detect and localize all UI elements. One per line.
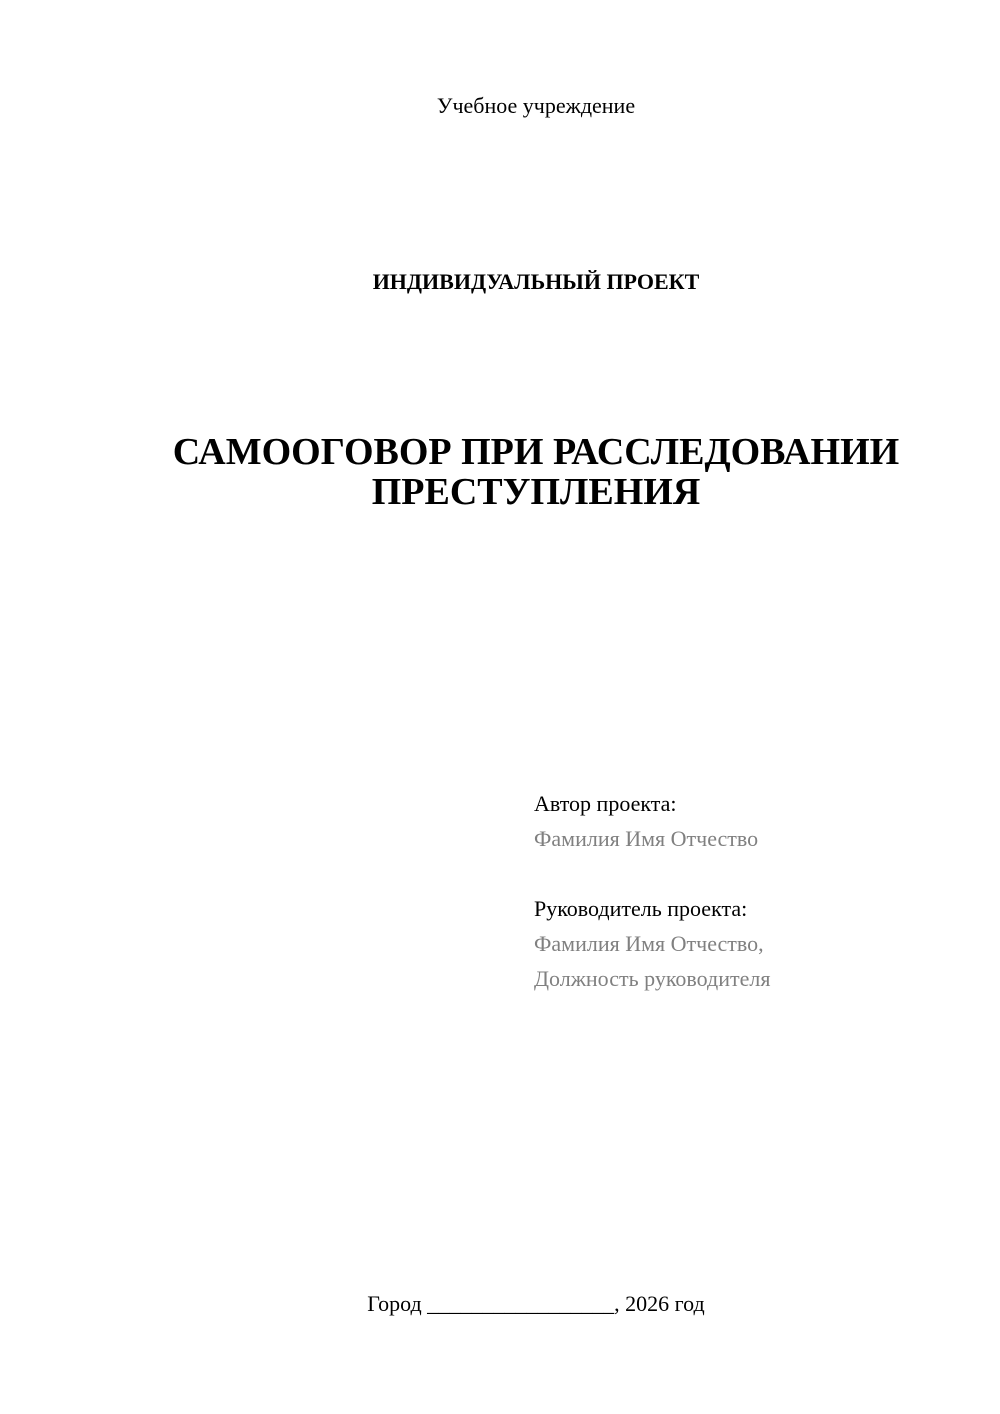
project-title-line-1: САМООГОВОР ПРИ РАССЛЕДОВАНИИ [172,431,900,473]
city-year-line: Город _________________, 2026 год [367,1291,705,1316]
supervisor-label: Руководитель проекта: [534,896,748,921]
document-type-heading: ИНДИВИДУАЛЬНЫЙ ПРОЕКТ [372,269,700,294]
project-title-line-2: ПРЕСТУПЛЕНИЯ [371,471,701,513]
info-spacer [534,856,974,891]
institution-name: Учебное учреждение [436,93,636,118]
project-info-block [534,786,974,996]
author-name: Фамилия Имя Отчество [534,826,759,851]
author-label: Автор проекта: [534,791,677,816]
supervisor-name: Фамилия Имя Отчество, [534,931,764,956]
supervisor-position: Должность руководителя [534,966,771,991]
project-title [100,432,972,512]
